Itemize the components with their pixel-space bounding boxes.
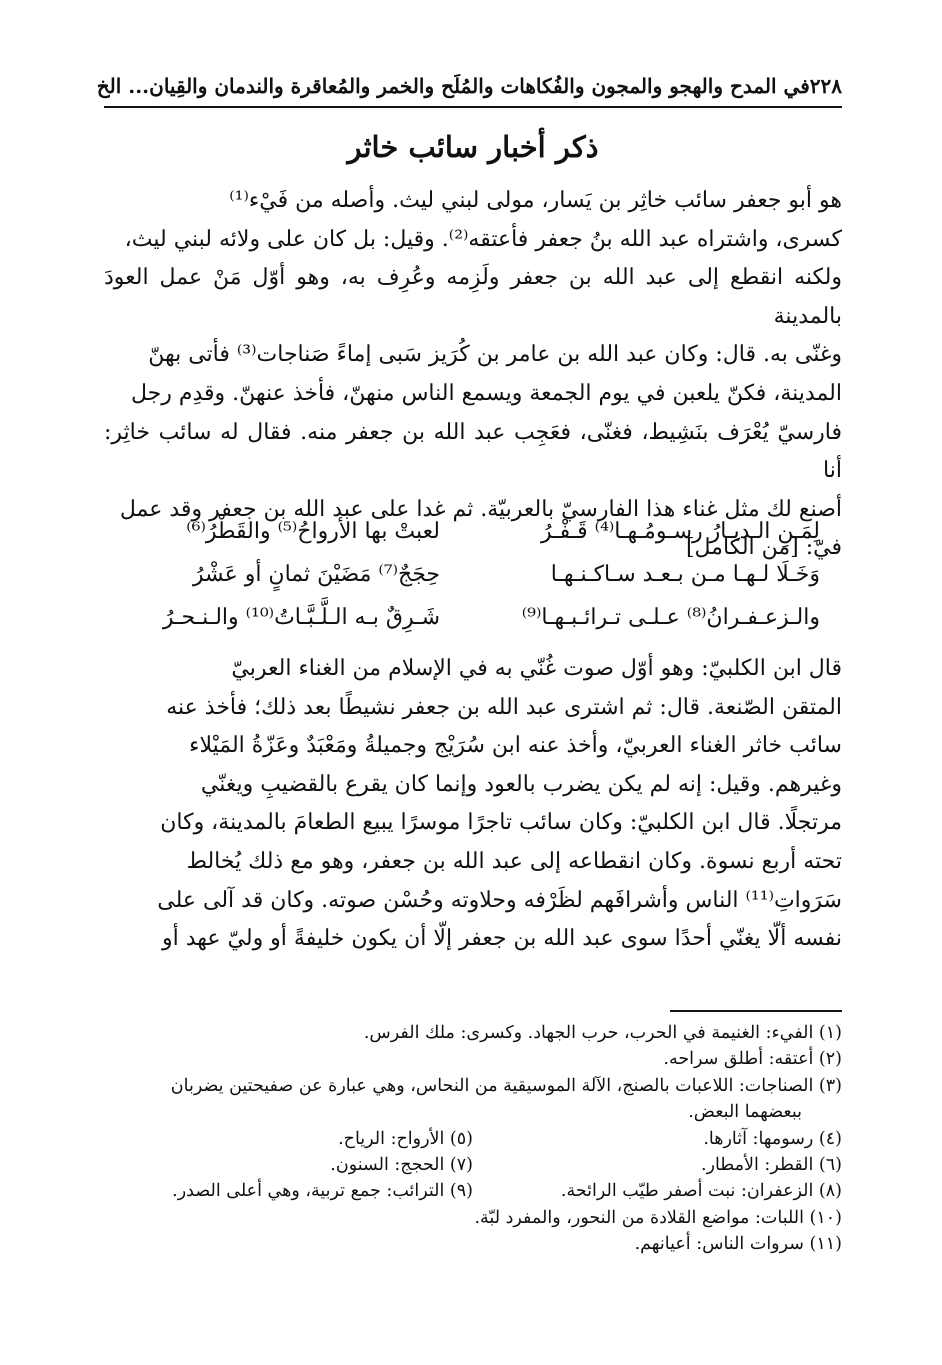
text-line: فارسيّ يُعْرَف بنَشِيط، فغنّى، فعَجِب عبد الله بن جعفر منه. فقال له سائب خاثِر: أنا	[104, 419, 842, 484]
section-title: ذكر أخبار سائب خاثر	[347, 130, 599, 164]
poem-verse	[140, 553, 820, 596]
footnote: (٢) أعتقه: أطلق سراحه.	[663, 1049, 842, 1070]
poem-verse	[140, 596, 820, 639]
verse-second-hemistich: شَـرِقٌ بـه الـلَّـبَّـاتُ⁽¹⁰⁾ والـنـحـرُ	[162, 605, 440, 630]
text-line: قال ابن الكلبيّ: وهو أوّل صوت غُنّي به في الإسلام من الغناء العربيّ	[231, 656, 842, 681]
poem	[140, 510, 820, 639]
text-line: ولكنه انقطع إلى عبد الله بن جعفر ولَزِمه وعُرِف به، وهو أوّل مَنْ عمل العودَ بالمدينة	[104, 265, 842, 329]
footnote: (٣) الصناجات: اللاعبات بالصنج، الآلة الموسيقية من النحاس، وهي عبارة عن صفيحتين يضربان	[170, 1075, 842, 1096]
footnote: (٥) الأرواح: الرياح.	[338, 1128, 473, 1149]
footnote-continuation: ببعضهما البعض.	[688, 1102, 802, 1123]
text-line: تحته أربع نسوة. وكان انقطاعه إلى عبد الله بن جعفر، وهو مع ذلك يُخالط	[186, 848, 842, 874]
text-line: المتقن الصّنعة. قال: ثم اشترى عبد الله بن جعفر نشيطًا بعد ذلك؛ فأخذ عنه	[166, 694, 842, 720]
footnote: (٤) رسومها: آثارها.	[703, 1128, 842, 1149]
text-line: فيّ: [من الكامل]	[685, 535, 842, 561]
text-line: هو أبو جعفر سائب خاثِر بن يَسار، مولى لبني ليث. وأصله من فَيْء⁽¹⁾	[229, 188, 842, 213]
paragraph-2	[104, 650, 842, 959]
verse-first-hemistich: وَخَـلَا لـهـا مـن بـعـد سـاكـنـهـا	[550, 562, 820, 587]
footnote-row	[104, 1126, 842, 1152]
verse-second-hemistich: حِجَجٌ⁽⁷⁾ مَضَيْنَ ثمانٍ أو عَشْرُ	[192, 562, 440, 587]
page-number: ٢٢٨	[809, 74, 842, 98]
footnote: (٦) القطر: الأمطار.	[700, 1155, 842, 1176]
footnote: (١١) سروات الناس: أعيانهم.	[634, 1234, 842, 1255]
running-title: في المدح والهجو والمجون والفُكاهات والمُلَح والخمر والمُعاقرة والندمان والقِيان... الخ	[96, 74, 810, 98]
footnote-separator	[670, 1010, 842, 1012]
text-line: وغنّى به. قال: وكان عبد الله بن عامر بن كُرَيز سَبى إماءً صَناجات⁽³⁾ فأتى بهنّ	[148, 342, 842, 368]
page-header	[96, 66, 842, 108]
text-line: سائب خاثر الغناء العربيّ، وأخذ عنه ابن سُرَيْج وجميلةُ ومَعْبَدٌ وعَزّةُ المَيْلاء	[189, 733, 842, 759]
verse-first-hemistich: لِمَـنِ الـديـارُ رسـومُـهـا⁽⁴⁾ قَـفْـرُ	[540, 519, 820, 544]
text-line: المدينة، فكنّ يلعبن في يوم الجمعة ويسمع الناس منهنّ، فأخذ عنهنّ. وقدِم رجل	[130, 380, 842, 406]
text-line: أصنع لك مثل غناء هذا الفارسيّ بالعربيّة. ثم غدا على عبد الله بن جعفر وقد عمل	[119, 496, 842, 522]
footnotes	[104, 1020, 842, 1258]
text-line: سَرَواتِ⁽¹¹⁾ الناس وأشرافَهم لظَرْفه وحلاوته وحُسْن صوته. وكان قد آلى على	[157, 887, 842, 913]
text-line: كسرى، واشتراه عبد الله بنُ جعفر فأعتقه⁽²⁾. وقيل: بل كان على ولائه لبني ليث،	[124, 226, 842, 252]
verse-second-hemistich: لعبتْ بها الأرواحُ⁽⁵⁾ والقَطْرُ⁽⁶⁾	[186, 519, 440, 544]
footnote: (٩) الترائب: جمع تربية، وهي أعلى الصدر.	[172, 1181, 473, 1202]
footnote: (١٠) اللبات: مواضع القلادة من النحور، والمفرد لبّة.	[474, 1207, 842, 1228]
footnote: (٧) الحجج: السنون.	[330, 1155, 473, 1176]
footnote: (٨) الزعفران: نبت أصفر طيّب الرائحة.	[560, 1181, 842, 1202]
text-line: مرتجلًا. قال ابن الكلبيّ: وكان سائب تاجرًا موسرًا يبيع الطعامَ بالمدينة، وكان	[160, 810, 842, 836]
footnote: (١) الفيء: الغنيمة في الحرب، حرب الجهاد. وكسرى: ملك الفرس.	[363, 1023, 842, 1043]
text-line: وغيرهم. وقيل: إنه لم يكن يضرب بالعود وإنما كان يقرع بالقضيبِ ويغنّي	[200, 771, 842, 797]
footnote-row	[104, 1178, 842, 1204]
text-line: نفسه ألّا يغنّي أحدًا سوى عبد الله بن جعفر إلّا أن يكون خليفةً أو وليّ عهد أو	[161, 926, 842, 952]
poem-verse	[140, 510, 820, 553]
footnote-row	[104, 1152, 842, 1178]
verse-first-hemistich: والـزعـفـرانُ⁽⁸⁾ عـلـى تـرائـبـهـا⁽⁹⁾	[521, 605, 820, 630]
